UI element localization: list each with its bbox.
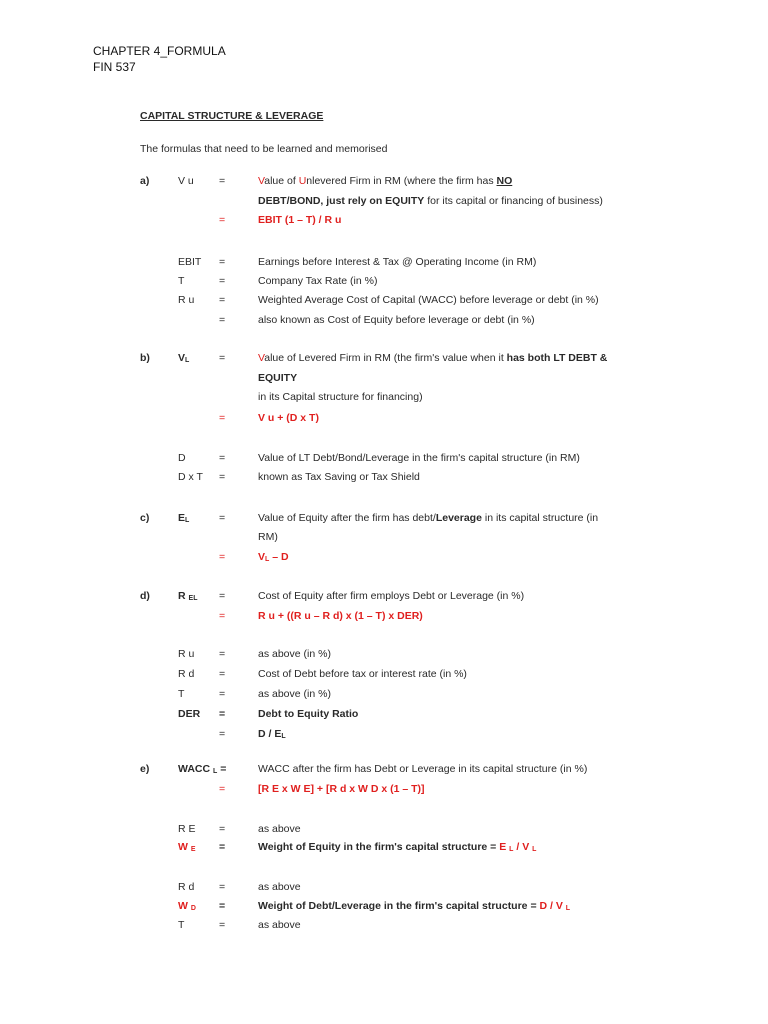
re-symbol: R E bbox=[178, 823, 196, 835]
var-equals: = bbox=[219, 471, 226, 483]
re-equals: = bbox=[219, 823, 226, 835]
item-d-equals: = bbox=[219, 590, 226, 602]
item-b-label: b) bbox=[140, 352, 150, 364]
course-code: FIN 537 bbox=[93, 60, 136, 74]
item-c-label: c) bbox=[140, 512, 150, 524]
var-symbol: R d bbox=[178, 668, 195, 680]
item-c-formula-equals: = bbox=[219, 551, 226, 563]
item-a-equals: = bbox=[219, 175, 226, 187]
der-symbol: DER bbox=[178, 708, 201, 720]
var-equals: = bbox=[219, 294, 226, 306]
var-equals: = bbox=[219, 275, 226, 287]
var-description: as above (in %) bbox=[258, 648, 331, 660]
var-description: Company Tax Rate (in %) bbox=[258, 275, 378, 287]
item-d-formula-equals: = bbox=[219, 610, 226, 622]
item-b-formula: V u + (D x T) bbox=[258, 412, 319, 424]
wd-equals: = bbox=[219, 900, 226, 912]
var-equals: = bbox=[219, 668, 226, 680]
item-a-formula-equals: = bbox=[219, 214, 226, 226]
item-c-symbol: EL bbox=[178, 512, 190, 524]
item-b-definition-line2: EQUITY bbox=[258, 372, 298, 384]
t-description: as above bbox=[258, 919, 301, 931]
t-symbol: T bbox=[178, 919, 185, 931]
var-symbol: T bbox=[178, 275, 185, 287]
item-c-formula: VL – D bbox=[258, 551, 289, 563]
var-description: also known as Cost of Equity before leverage or debt (in %) bbox=[258, 314, 535, 326]
der-formula: D / EL bbox=[258, 728, 286, 740]
item-b-equals: = bbox=[219, 352, 226, 364]
we-symbol: W E bbox=[178, 841, 196, 853]
var-equals: = bbox=[219, 648, 226, 660]
rd-symbol: R d bbox=[178, 881, 195, 893]
rd-description: as above bbox=[258, 881, 301, 893]
var-symbol: R u bbox=[178, 648, 195, 660]
item-e-formula: [R E x W E] + [R d x W D x (1 – T)] bbox=[258, 783, 425, 795]
var-equals: = bbox=[219, 256, 226, 268]
var-equals: = bbox=[219, 452, 226, 464]
item-b-definition-line3: in its Capital structure for financing) bbox=[258, 391, 423, 403]
item-d-label: d) bbox=[140, 590, 150, 602]
var-symbol: D bbox=[178, 452, 186, 464]
var-description: Earnings before Interest & Tax @ Operating Income (in RM) bbox=[258, 256, 537, 268]
item-a-symbol: V u bbox=[178, 175, 194, 187]
der-equals: = bbox=[219, 708, 226, 720]
re-description: as above bbox=[258, 823, 301, 835]
item-e-definition: WACC after the firm has Debt or Leverage in its capital structure (in %) bbox=[258, 763, 588, 775]
section-title: CAPITAL STRUCTURE & LEVERAGE bbox=[140, 110, 324, 122]
chapter-heading: CHAPTER 4_FORMULA bbox=[93, 44, 226, 58]
item-b-formula-equals: = bbox=[219, 412, 226, 424]
item-a-definition: Value of Unlevered Firm in RM (where the firm has NO bbox=[258, 175, 513, 187]
var-description: Cost of Debt before tax or interest rate (in %) bbox=[258, 668, 467, 680]
item-d-formula: R u + ((R u – R d) x (1 – T) x DER) bbox=[258, 610, 423, 622]
wd-symbol: W D bbox=[178, 900, 196, 912]
item-c-definition: Value of Equity after the firm has debt/Leverage in its capital structure (in bbox=[258, 512, 599, 524]
we-equals: = bbox=[219, 841, 226, 853]
item-e-label: e) bbox=[140, 763, 150, 775]
rd-equals: = bbox=[219, 881, 226, 893]
wd-description: Weight of Debt/Leverage in the firm's capital structure = D / V L bbox=[258, 900, 571, 912]
item-c-definition-line2: RM) bbox=[258, 531, 278, 543]
var-description: known as Tax Saving or Tax Shield bbox=[258, 471, 420, 483]
var-symbol: EBIT bbox=[178, 256, 202, 268]
item-a-label: a) bbox=[140, 175, 150, 187]
der-description: Debt to Equity Ratio bbox=[258, 708, 359, 720]
var-description: Value of LT Debt/Bond/Leverage in the firm's capital structure (in RM) bbox=[258, 452, 580, 464]
item-d-definition: Cost of Equity after firm employs Debt or Leverage (in %) bbox=[258, 590, 525, 602]
var-equals: = bbox=[219, 314, 226, 326]
item-a-formula: EBIT (1 – T) / R u bbox=[258, 214, 342, 226]
der-formula-equals: = bbox=[219, 728, 226, 740]
item-a-definition-line2: DEBT/BOND, just rely on EQUITY for its capital or financing of business) bbox=[258, 195, 603, 207]
var-symbol: D x T bbox=[178, 471, 203, 483]
item-e-formula-equals: = bbox=[219, 783, 226, 795]
item-b-definition: Value of Levered Firm in RM (the firm's value when it has both LT DEBT & bbox=[258, 352, 608, 364]
var-symbol: T bbox=[178, 688, 185, 700]
var-description: as above (in %) bbox=[258, 688, 331, 700]
var-equals: = bbox=[219, 688, 226, 700]
we-description: Weight of Equity in the firm's capital structure = E L / V L bbox=[258, 841, 537, 853]
item-b-symbol: VL bbox=[178, 352, 190, 364]
var-symbol: R u bbox=[178, 294, 195, 306]
t-equals: = bbox=[219, 919, 226, 931]
item-d-symbol: R EL bbox=[178, 590, 198, 602]
item-e-symbol: WACC L = bbox=[178, 763, 227, 775]
item-c-equals: = bbox=[219, 512, 226, 524]
var-description: Weighted Average Cost of Capital (WACC) before leverage or debt (in %) bbox=[258, 294, 599, 306]
section-intro: The formulas that need to be learned and memorised bbox=[140, 143, 388, 155]
